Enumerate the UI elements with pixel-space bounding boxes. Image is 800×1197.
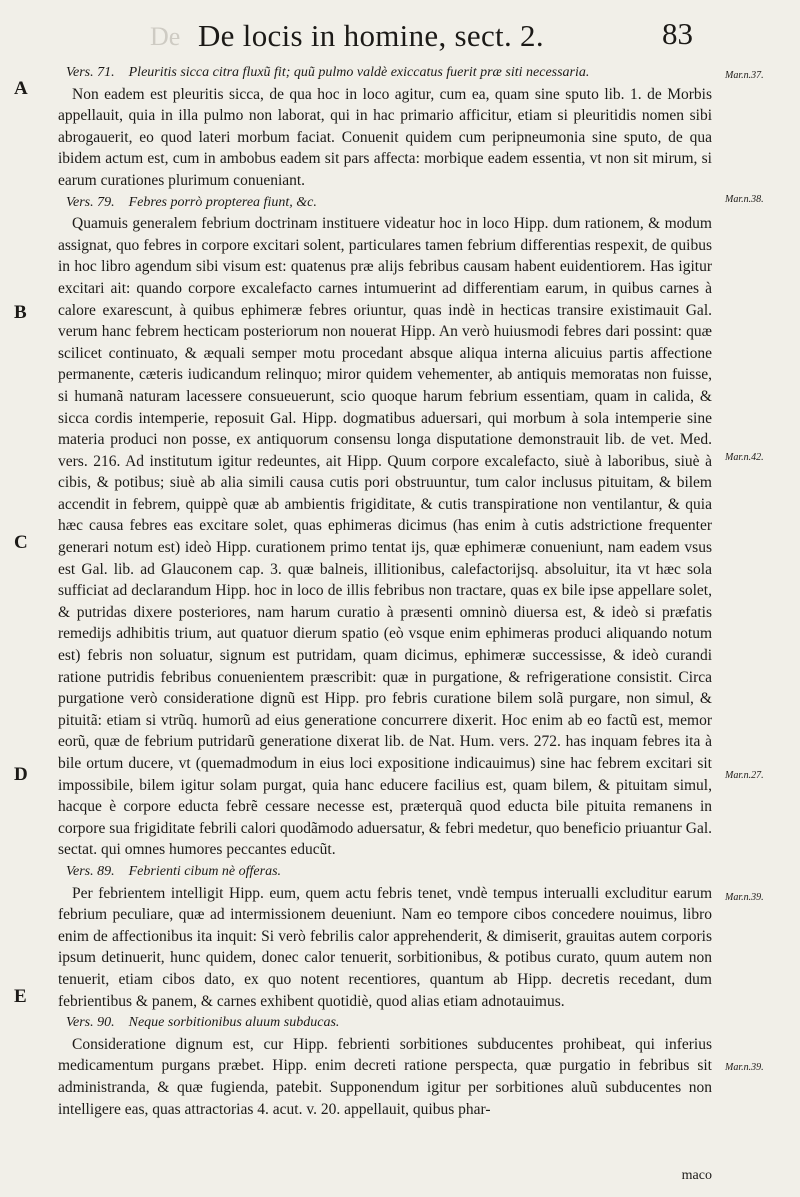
commentary-paragraph: Quamuis generalem febrium doctrinam instituere videatur hoc in loco Hipp. dum rationem, & modum assignat, quo febres in corpore excitari solent, particulares tamen febrium differentias respexit, de quibus in hoc libro agendum sibi visum est: quatenus præ alijs febribus causam habent euidentiorem. Has igitur excitari ait: quando corpore excalefacto carnes intumuerint ad differentiam earum, in quibus carnes à calore exarescunt, à quibus ephimeræ febres oriuntur, quas indè in hecticas transire existimauit Gal. verum hanc febrem hecticam posteriorum non nouerat Hipp. An verò huiusmodi febres dari possint: quæ scilicet continuato, & æquali semper motu procedant absque aliqua interna alicuius partis affectione permanente, cæteris iudicandum relinquo; miror quidem vehementer, ab antiquis memoratas non fuisse, si humanã naturam lacessere consueuerunt, scio quoque harum febrium essentiam, quam in calida, & sicca cordis intemperie, reposuit Gal. Hipp. dogmatibus aduersari, qui morbum à sola intemperie sine materia produci non posse, ex antiquorum consensu longa disputatione demonstrauit lib. de vet. Med. vers. 216. Ad institutum igitur redeuntes, ait Hipp. Quum corpore excalefacto, siuè à laboribus, siuè à cibis, & potibus; siuè ab alia simili causa cutis pori obstruuntur, tum calor inclusus pituitam, & bilem accendit in febrem, quippè quæ ab ambientis frigiditate, & cutis transpiratione non ventilantur, & quia hæc causa febres eas excitare solet, quas ephimeras dicimus (has enim à cutis adstrictione frequenter generari notum est) ideò Hipp. curationem primo tentat ijs, quæ ephimeræ conueniunt, nam eadem vsus est Gal. lib. ad Glauconem cap. 3. quæ balneis, illitionibus, calefactorijsq. absoluitur, ita vt hæc sola sufficiat ad declarandum Hipp. hoc in loco de illis febribus non tractare, quas ex bile ipse appellare solet, & putridas dixere posteriores, nam harum curatio à præsenti omninò diuersa est, & ideò si præfatis remedijs adhibitis trium, aut quatuor dierum spatio (eò vsque enim ephimeras produci aliquando notum est) febris non soluatur, signum est putridam, quam dicimus, ephimeræ successisse, & ideò curandi ratione putridis febribus conuenientem præscribit: quæ in purgatione, & refrigeratione consistit. Circa purgatione verò consideratione dignũ est Hipp. pro febris curatione bilem solã purgare, non simul, & pituitã: etiam si vtrũq. humorũ ad eius generatione concurrere dixerit. Hoc enim ab eo factũ est, memor eorũ, quæ de febrium putridarũ generatione dixerat lib. de Nat. Hum. vers. 272. has inquam febres ita à bile ortum ducere, vt (quemadmodum in eius loci expositione indicauimus) sine hac febrem excitari sit impossibile, bilem igitur solam purgat, quia hanc educere facilius est, quam bilem, & pituitam simul, hacque è corpore educta febrẽ cessare necesse est, præterquã quod educta bile pituita remanens in corpore sua frigiditate febrili calori quodãmodo aduersatur, & febri medetur, quo beneficio priuantur Gal. sectat. qui omnes humores peccantes educũt. (58, 215, 712, 859)
margin-ref: Mar.n.39. (725, 892, 764, 903)
catchword: maco (681, 1168, 712, 1183)
commentary-paragraph: Per febrientem intelligit Hipp. eum, quem actu febris tenet, vndè tempus interualli excluditur earum febrium peculiare, quæ ad intermissionem deueniunt. Nam eo tempore cibos concedere nouimus, libro enim de affectionibus ita inquit: Si verò febrilis calor apprehenderit, & dimiserit, grauitas autem corporis ipsum detinuerit, hunc quidem, donec calor tenuerit, sorbitionibus, & potibus curato, quum autem non tenuerit, etiam cibos dato, ex quo notent recentiores, quantum ab Hipp. decretis recedant, dum febrientibus & panem, & carnes exhibent quotidiè, quod alias etiam adnotauimus. (58, 884, 712, 1010)
commentary-paragraph: Non eadem est pleuritis sicca, de qua hoc in loco agitur, cum ea, quam sine sputo lib. 1. de Morbis appellauit, quia in illa pulmo non laborat, qui in hac primario afficitur, etiam si pleuritidis nomen sibi abrogauerit, eo quod lateri morbum faciat. Conuenit quidem cum peripneumonia sine sputo, de qua ibidem actum est, cum in ambobus eadem sit pars affecta: morbique eadem essentia, vt non sit mirum, si earum curationes plurimum conueniant. (58, 85, 712, 189)
side-letter-e: E (14, 986, 27, 1007)
bleed-through-header: De (150, 22, 181, 51)
side-letter-a: A (14, 78, 28, 99)
verse-heading: Vers. 79. Febres porrò propterea fiunt, &c. (66, 194, 317, 210)
margin-ref: Mar.n.37. (725, 70, 764, 81)
margin-ref: Mar.n.39. (725, 1062, 764, 1073)
verse-heading: Vers. 71. Pleuritis sicca citra fluxũ fit; quũ pulmo valdè exiccatus fuerit præ siti necessaria. (66, 65, 590, 80)
margin-ref: Mar.n.42. (725, 452, 764, 463)
verse-heading: Vers. 90. Neque sorbitionibus aluum subducas. (66, 1015, 340, 1031)
side-letter-d: D (14, 764, 28, 785)
commentary-paragraph: Consideratione dignum est, cur Hipp. febrienti sorbitiones subducentes prohibeat, qui inferius medicamentum purgans præbet. Hipp. enim decreti ratione perspecta, quæ purgatio in febribus sit administranda, & quæ fugienda, patebit. Supponendum igitur per sorbitiones aluũ subducentes non intelligere eas, quas attractorias 4. acut. v. 20. appellauit, quibus phar- (58, 1035, 712, 1118)
page-number: 83 (662, 16, 693, 51)
margin-ref: Mar.n.38. (725, 194, 764, 205)
margin-ref: Mar.n.27. (725, 770, 764, 781)
verse-heading: Vers. 89. Febrienti cibum nè offeras. (66, 863, 282, 879)
page-title: De locis in homine, sect. 2. (198, 18, 544, 53)
side-letter-b: B (14, 302, 27, 323)
side-letter-c: C (14, 532, 28, 553)
main-text (58, 62, 712, 1120)
